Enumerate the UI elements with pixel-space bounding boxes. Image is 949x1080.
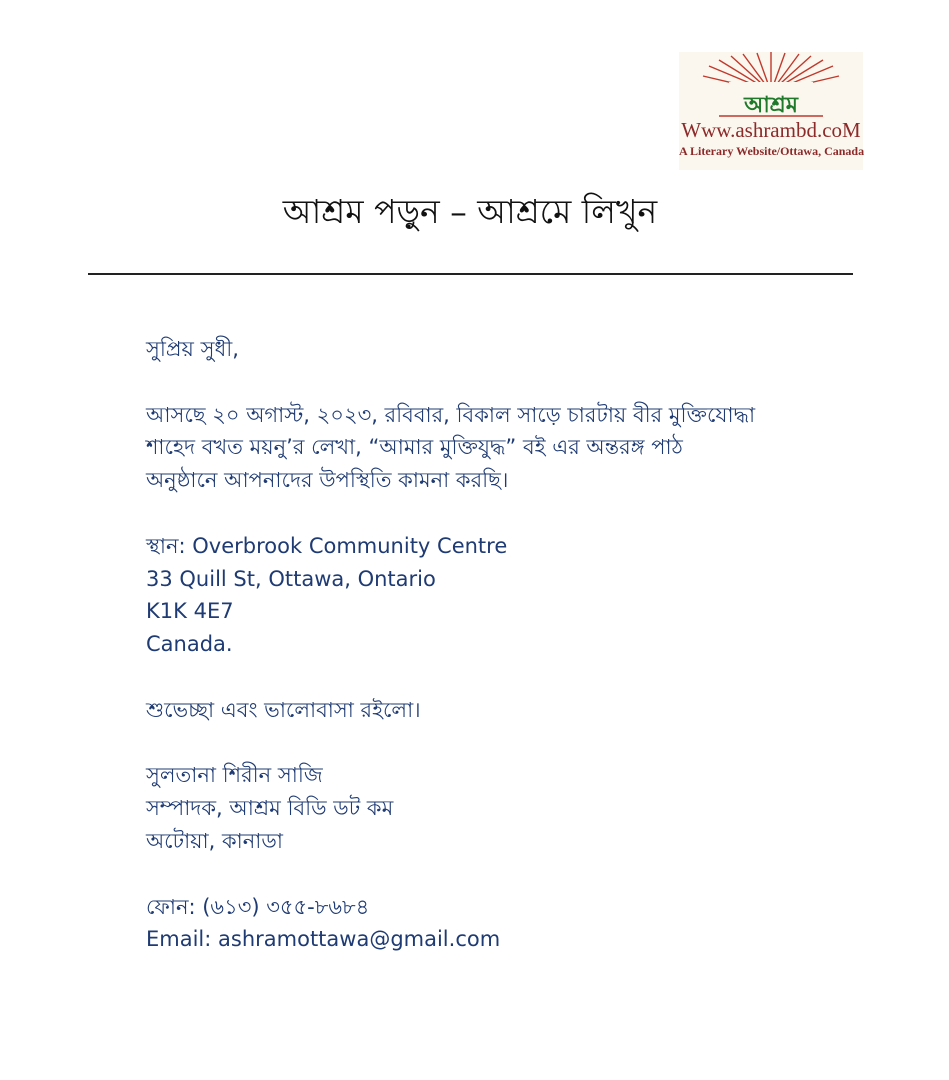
logo-tagline: A Literary Website/Ottawa, Canada xyxy=(679,144,865,158)
signature-title: সম্পাদক, আশ্রম বিডি ডট কম xyxy=(146,796,394,821)
signature-name: সুলতানা শিরীন সাজি xyxy=(146,763,323,788)
venue-line: K1K 4E7 xyxy=(146,599,234,624)
signature-location: অটোয়া, কানাডা xyxy=(146,828,283,853)
body-line: আসছে ২০ অগাস্ট, ২০২৩, রবিবার, বিকাল সাড়ে চারটায় বীর মুক্তিযোদ্ধা xyxy=(146,402,756,427)
venue-line: স্থান: Overbrook Community Centre xyxy=(146,533,508,558)
venue-line: Canada. xyxy=(146,632,233,657)
body-line: শাহেদ বখত ময়নু’র লেখা, “আমার মুক্তিযুদ্ধ” বই এর অন্তরঙ্গ পাঠ xyxy=(146,435,683,460)
body-line: অনুষ্ঠানে আপনাদের উপস্থিতি কামনা করছি। xyxy=(146,468,509,493)
logo-bengali-name: আশ্রম xyxy=(744,92,798,118)
email: Email: ashramottawa@gmail.com xyxy=(146,927,501,952)
site-logo xyxy=(679,52,863,170)
letter-body xyxy=(146,333,846,956)
phone: ফোন: (৬১৩) ৩৫৫-৮৬৮৪ xyxy=(146,894,370,919)
logo-url: Www.ashrambd.coM xyxy=(681,118,861,142)
page-title: আশ্রম পড়ুন – আশ্রমে লিখুন xyxy=(282,192,658,231)
salutation: সুপ্রিয় সুধী, xyxy=(146,337,239,361)
title-divider xyxy=(88,273,853,275)
closing: শুভেচ্ছা এবং ভালোবাসা রইলো। xyxy=(146,697,421,722)
venue-line: 33 Quill St, Ottawa, Ontario xyxy=(146,566,436,591)
